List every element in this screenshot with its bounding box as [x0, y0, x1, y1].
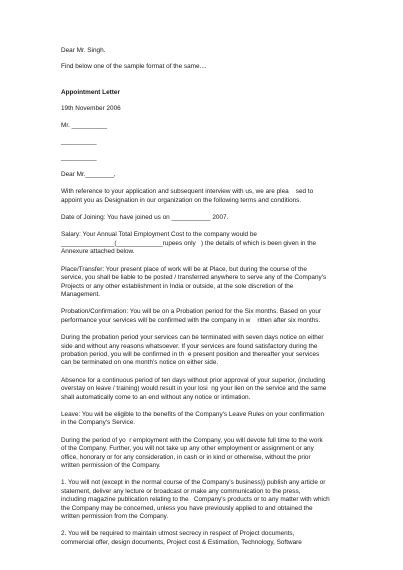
text-line: performance your services will be confirmed with the company in w ritten after six months.: [61, 316, 321, 324]
paragraph-termination: [61, 334, 383, 368]
text-line: probation period, you will be confirmed in th e present position and thereafter your services: [61, 350, 320, 358]
text-line: of the Company. Further, you will not take up any other employment or assignment or any: [61, 445, 314, 453]
text-line: 2. You will be required to maintain utmost secrecy in respect of Project documents,: [61, 530, 295, 538]
intro-salutation: Dear Mr. Singh.: [61, 47, 106, 54]
addressee-line: __________: [61, 138, 97, 146]
text-line: Management.: [61, 290, 101, 298]
text-line: side and without any reasons whatsoever. If your services are found satisfactory during the: [61, 342, 318, 350]
text-line: Probation/Confirmation: You will be on a Probation period for the Six months. Based on your: [61, 308, 322, 316]
letter-salutation: Dear Mr.________,: [61, 170, 116, 178]
text-line: Place/Transfer: Your present place of work will be at Place, but during the course of the: [61, 265, 307, 273]
paragraph-probation: [61, 308, 383, 325]
paragraph-leave: [61, 411, 383, 428]
intro-line: Find below one of the sample format of the same....: [61, 63, 207, 71]
paragraph-employment: [61, 437, 383, 471]
addressee-line: Mr. __________: [61, 121, 108, 129]
text-line: can be terminated on one month's notice on either side.: [61, 359, 219, 367]
text-line: Projects or any other establishment in India or outside, at the sole discretion of the: [61, 282, 294, 290]
letter-date: 19th November 2006: [61, 105, 121, 113]
text-line: During the probation period your services can be terminated with seven days notice on either: [61, 334, 324, 342]
text-line: 1. You will not (except in the normal course of the Company's business)) publish any article or: [61, 479, 326, 487]
text-line: With reference to your application and subsequent interview with us, we are plea sed to: [61, 188, 314, 196]
text-line: commercial offer, design documents, Project cost & Estimation, Technology, Software: [61, 538, 302, 546]
text-line: Salary: Your Annual Total Employment Cost to the company would be: [61, 231, 257, 239]
text-line: office, honorary or for any consideration, in cash or in kind or otherwise, without the prior: [61, 453, 311, 461]
addressee-line: __________: [61, 154, 97, 162]
text-line: Leave: You will be eligible to the benefits of the Company's Leave Rules on your confirmation: [61, 410, 325, 418]
numbered-item-2: [61, 530, 383, 547]
text-line: in the Company's Service.: [61, 419, 136, 427]
text-line: the Company may be concerned, unless you have previously applied to and obtained the: [61, 504, 313, 512]
letter-heading: Appointment Letter: [61, 88, 120, 96]
text-line: written permission of the Company.: [61, 462, 161, 469]
text-line: Annexure attached below.: [61, 248, 135, 256]
text-line: statement, deliver any lecture or broadcast or make any communication to the press,: [61, 487, 301, 495]
text-line: including magazine publication relating to the Company's products or to any matter with which: [61, 496, 330, 504]
text-line: _______________(_____________rupees only ) the details of which is been given in the: [61, 239, 317, 247]
paragraph-salary: [61, 231, 383, 256]
text-line: During the period of yo r employment with the Company, you will devote full time to the work: [61, 436, 323, 444]
text-line: shall automatically come to an end without any notice or intimation.: [61, 393, 251, 401]
paragraph-reference: [61, 188, 383, 205]
text-line: written permission from the Company.: [61, 513, 169, 521]
text-line: appoint you as Designation in our organization on the following terms and conditions.: [61, 196, 302, 204]
numbered-item-1: [61, 479, 383, 521]
paragraph-joining: Date of Joining: You have joined us on ___________ 2007.: [61, 214, 229, 222]
paragraph-place: [61, 266, 383, 300]
paragraph-absence: [61, 377, 383, 402]
text-line: service, you shall be liable to be posted / transferred anywhere to serve any of the Company's: [61, 274, 327, 282]
text-line: overstay on leave / training) would result in your losi ng your lien on the service and the same: [61, 385, 327, 393]
text-line: Absence for a continuous period of ten days without prior approval of your superior, (including: [61, 376, 326, 384]
